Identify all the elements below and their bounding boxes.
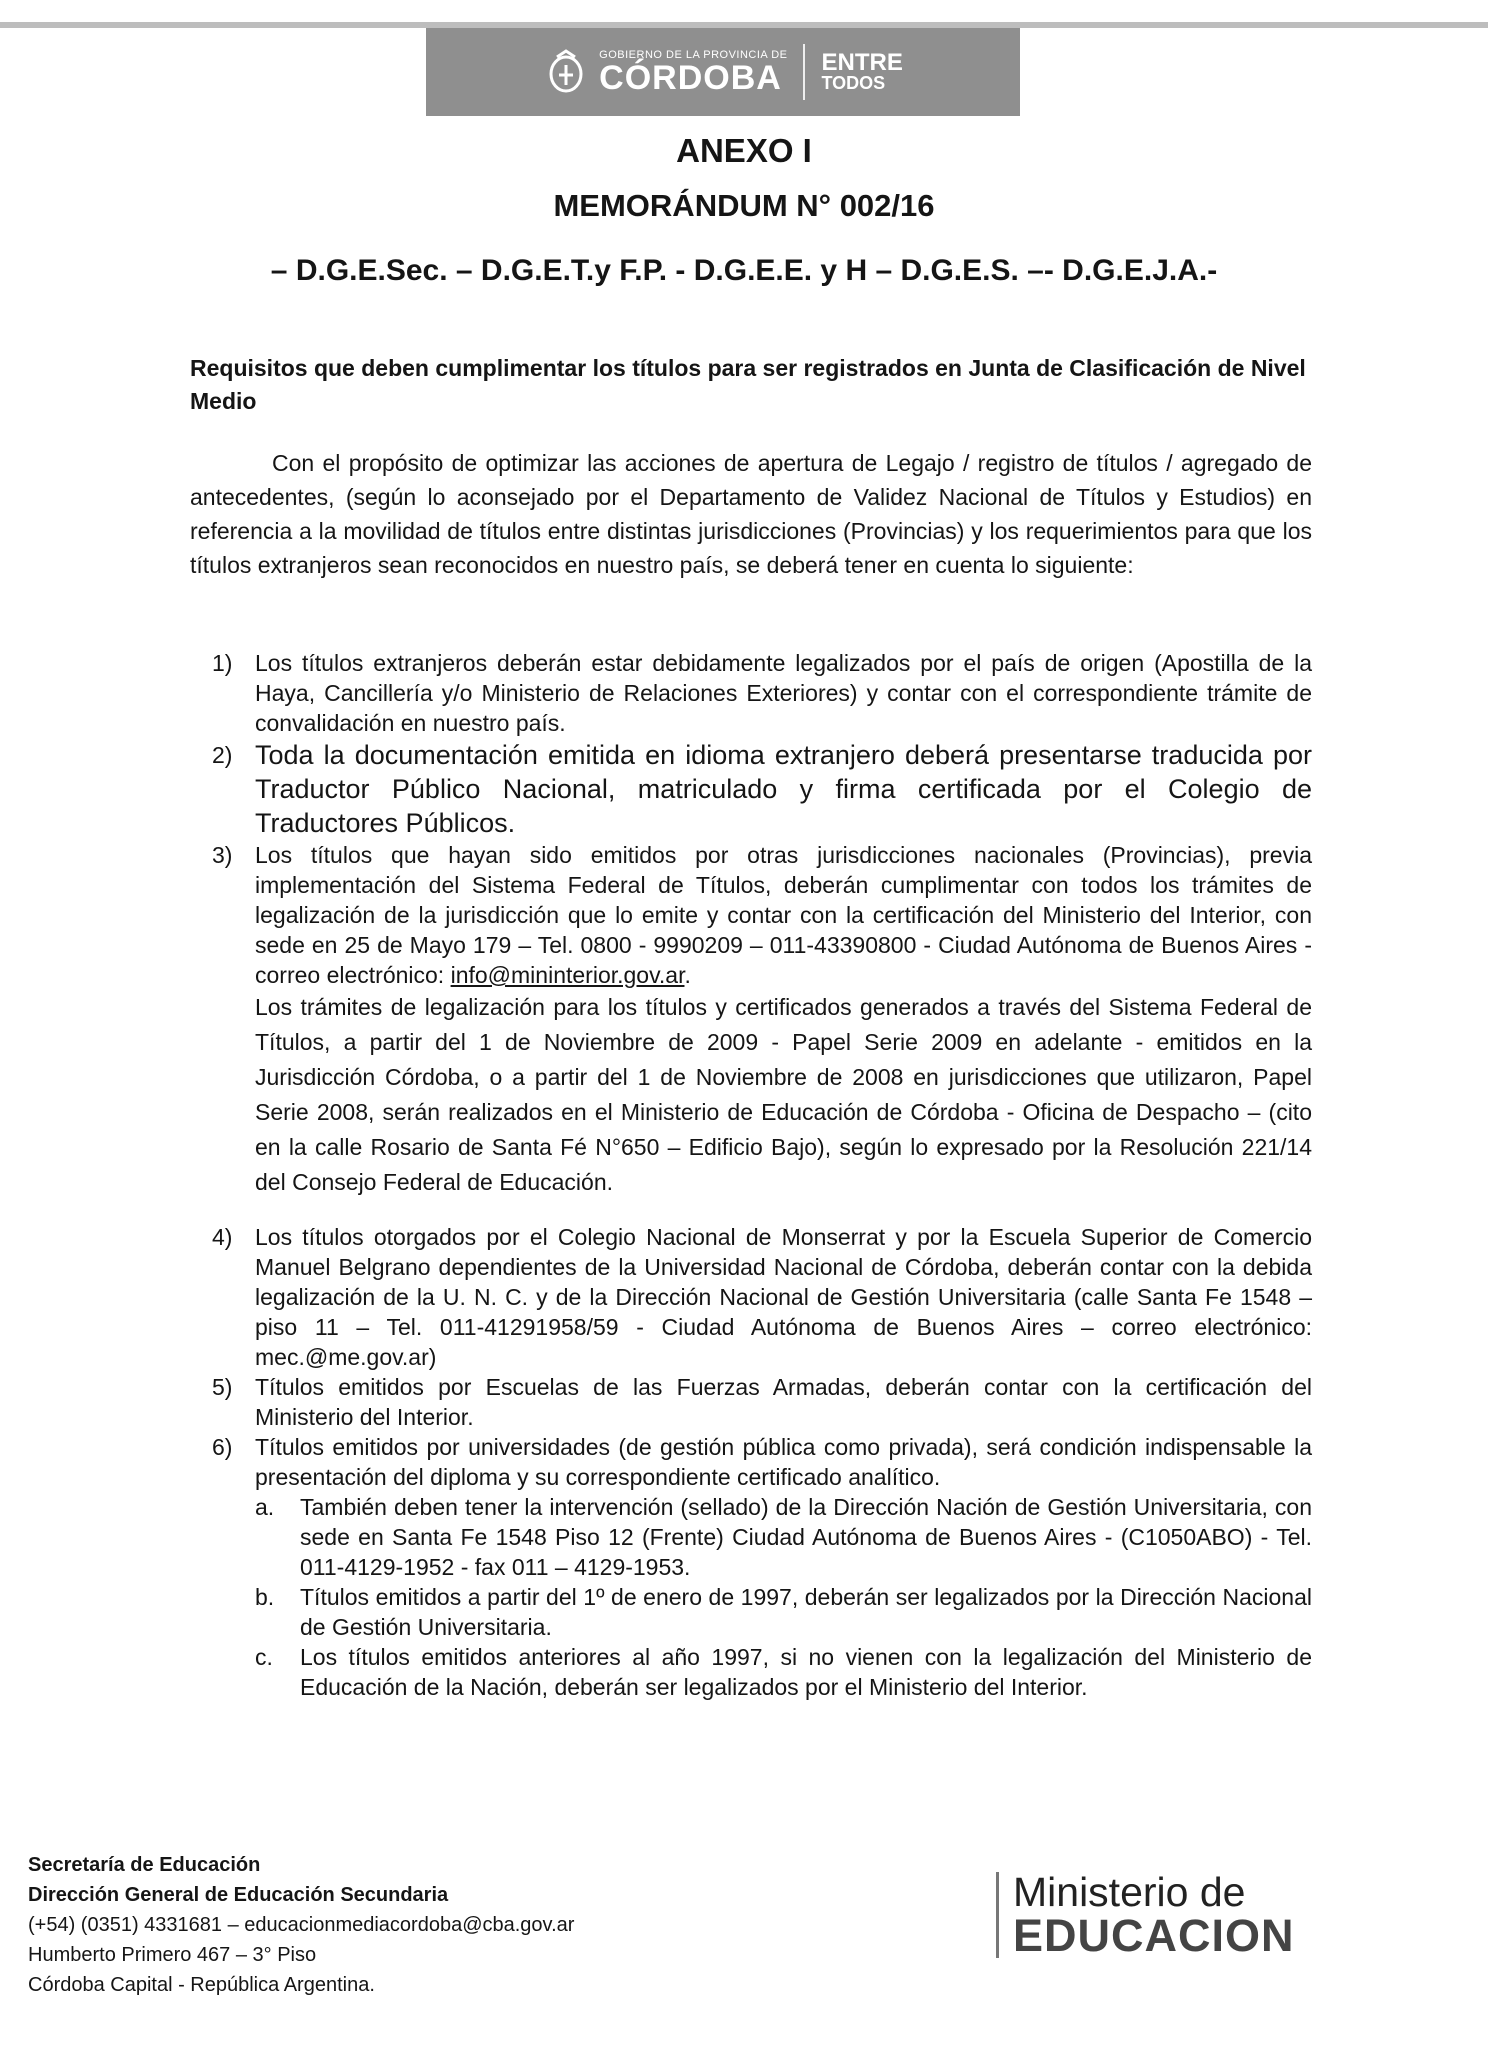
slogan bbox=[821, 49, 903, 93]
sub-item-text: Títulos emitidos a partir del 1º de enero de 1997, deberán ser legalizados por la Dirección Nacional de Gestión Universitaria. bbox=[300, 1584, 1312, 1640]
item-paragraph: Los trámites de legalización para los títulos y certificados generados a través del Sistema Federal de Títulos, a partir del 1 de Noviembre de 2009 - Papel Serie 2009 en adelante - emitidos en la Jurisdicción Córdoba, o a partir del 1 de Noviembre de 2008 en jurisdicciones que utilizaron, Papel Serie 2008, serán realizados en el Ministerio de Educación de Córdoba - Oficina de Despacho – (cito en la calle Rosario de Santa Fé N°650 – Edificio Bajo), según lo expresado por la Resolución 221/14 del Consejo Federal de Educación. bbox=[255, 994, 1312, 1195]
footer-city: Córdoba Capital - República Argentina. bbox=[28, 1974, 375, 1996]
header-divider bbox=[803, 44, 805, 100]
subject-heading: Requisitos que deben cumplimentar los títulos para ser registrados en Junta de Clasificación de Nivel Medio bbox=[190, 355, 1306, 414]
footer-secretariat: Secretaría de Educación bbox=[28, 1854, 261, 1876]
item-number: 5) bbox=[212, 1374, 233, 1400]
footer-phone-email: (+54) (0351) 4331681 – educacionmediacordoba@cba.gov.ar bbox=[28, 1914, 575, 1936]
item-number: 1) bbox=[212, 650, 233, 676]
memo-number: MEMORÁNDUM N° 002/16 bbox=[553, 188, 935, 223]
list-item bbox=[0, 1372, 1312, 1432]
sub-item-letter: a. bbox=[255, 1494, 275, 1520]
government-name bbox=[599, 50, 787, 95]
item-number: 6) bbox=[212, 1434, 233, 1460]
item-number: 4) bbox=[212, 1224, 233, 1250]
sub-item-letter: b. bbox=[255, 1584, 275, 1610]
ministry-logo-line-1: Ministerio de bbox=[1013, 1869, 1246, 1915]
list-item bbox=[0, 648, 1312, 738]
list-item bbox=[0, 1432, 1312, 1702]
provincial-crest-icon bbox=[543, 49, 589, 95]
intro-paragraph: Con el propósito de optimizar las acciones de apertura de Legajo / registro de títulos / agregado de antecedentes, (según lo aconsejado por el Departamento de Validez Nacional de Títulos y Estudios) en referencia a la movilidad de títulos entre distintas jurisdicciones (Provincias) y los requerimientos para que los títulos extranjeros sean reconocidos en nuestro país, se deberá tener en cuenta lo siguiente: bbox=[190, 450, 1312, 578]
list-item bbox=[0, 738, 1312, 840]
sub-item-text: También deben tener la intervención (sellado) de la Dirección Nación de Gestión Universitaria, con sede en Santa Fe 1548 Piso 12 (Frente) Ciudad Autónoma de Buenos Aires - (C1050ABO) - Tel. 011-4129-1952 - fax 011 – 4129-1953. bbox=[300, 1494, 1312, 1580]
government-label: GOBIERNO DE LA PROVINCIA DE bbox=[599, 48, 788, 61]
logo-bar bbox=[996, 1872, 999, 1958]
item-text: Los títulos extranjeros deberán estar debidamente legalizados por el país de origen (Apostilla de la Haya, Cancillería y/o Ministerio de Relaciones Exteriores) y contar con el correspondiente trámite de convalidación en nuestro país. bbox=[255, 650, 1312, 736]
email-suffix: . bbox=[684, 962, 691, 988]
item-text: Títulos emitidos por universidades (de gestión pública como privada), será condición indispensable la presentación del diploma y su correspondiente certificado analítico. bbox=[255, 1434, 1312, 1490]
ministry-logo bbox=[996, 1869, 1295, 1961]
item-number: 3) bbox=[212, 842, 233, 868]
item-text: Títulos emitidos por Escuelas de las Fuerzas Armadas, deberán contar con la certificación del Ministerio del Interior. bbox=[255, 1374, 1312, 1430]
footer-address: Humberto Primero 467 – 3° Piso bbox=[28, 1944, 317, 1966]
sub-item bbox=[255, 1582, 1312, 1642]
departments-line: – D.G.E.Sec. – D.G.E.T.y F.P. - D.G.E.E. y H – D.G.E.S. –- D.G.E.J.A.- bbox=[270, 254, 1218, 287]
sub-item bbox=[255, 1642, 1312, 1702]
list-item bbox=[0, 840, 1312, 1200]
email-link[interactable]: info@mininterior.gov.ar bbox=[450, 962, 685, 988]
item-text: Los títulos que hayan sido emitidos por otras jurisdicciones nacionales (Provincias), previa implementación del Sistema Federal de Títulos, deberán cumplimentar con todos los trámites de legalización de la jurisdicción que lo emite y contar con la certificación del Ministerio del Interior, con sede en 25 de Mayo 179 – Tel. 0800 - 9990209 – 011-43390800 - Ciudad Autónoma de Buenos Aires - correo electrónico: bbox=[255, 842, 1312, 988]
item-number: 2) bbox=[212, 742, 233, 768]
item-text: Toda la documentación emitida en idioma extranjero deberá presentarse traducida por Traductor Público Nacional, matriculado y firma certificada por el Colegio de Traductores Públicos. bbox=[255, 740, 1312, 838]
footer-contact bbox=[28, 1850, 574, 2000]
sub-item-letter: c. bbox=[255, 1644, 273, 1670]
sub-item-text: Los títulos emitidos anteriores al año 1997, si no vienen con la legalización del Ministerio de Educación de la Nación, deberán ser legalizados por el Ministerio del Interior. bbox=[300, 1644, 1312, 1700]
item-text: Los títulos otorgados por el Colegio Nacional de Monserrat y por la Escuela Superior de Comercio Manuel Belgrano dependientes de la Universidad Nacional de Córdoba, deberán contar con la debida legalización de la U. N. C. y de la Dirección Nacional de Gestión Universitaria (calle Santa Fe 1548 – piso 11 – Tel. 011-41291958/59 - Ciudad Autónoma de Buenos Aires – correo electrónico: mec.@me.gov.ar) bbox=[255, 1224, 1312, 1370]
list-item bbox=[0, 1222, 1312, 1372]
requirements-list bbox=[0, 648, 1488, 1702]
footer-directorate: Dirección General de Educación Secundaria bbox=[28, 1884, 449, 1906]
slogan-line-1: ENTRE bbox=[821, 49, 903, 77]
government-header-logo bbox=[426, 28, 1020, 116]
ministry-logo-line-2: EDUCACION bbox=[1013, 1910, 1295, 1961]
sub-item bbox=[255, 1492, 1312, 1582]
annex-title: ANEXO I bbox=[676, 132, 812, 169]
slogan-line-2: TODOS bbox=[821, 72, 886, 93]
province-name: CÓRDOBA bbox=[599, 58, 782, 97]
